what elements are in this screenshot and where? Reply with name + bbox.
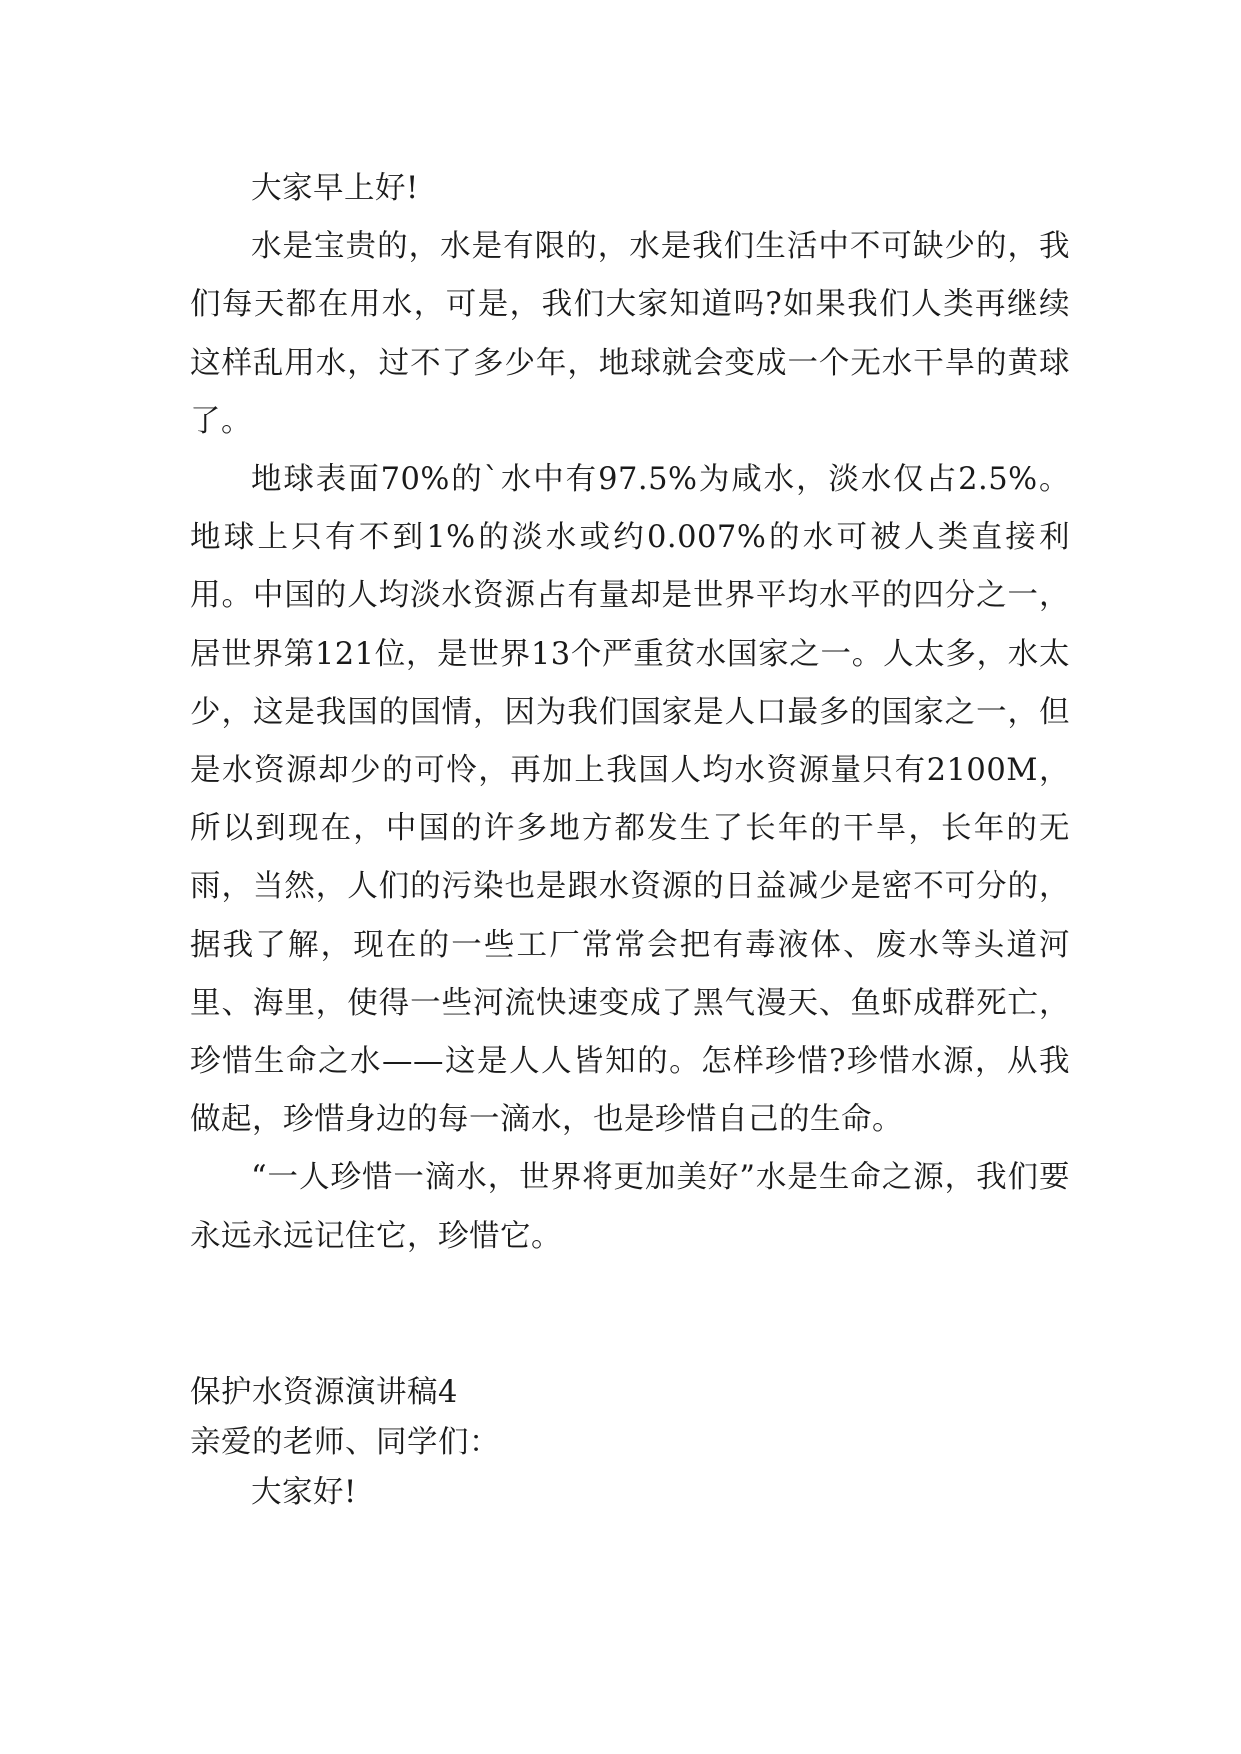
salutation-line: 亲爱的老师、同学们： <box>190 1425 500 1460</box>
body-paragraph: 地球表面70%的`水中有97.5%为咸水，淡水仅占2.5%。地球上只有不到1%的淡水或约0.007%的水可被人类直接利用。中国的人均淡水资源占有量却是世界平均水平的四分之一，居世界第121位，是世界13个严重贫水国家之一。人太多，水太少，这是我国的国情，因为我们国家是人口最多的国家之一，但是水资源却少的可怜，再加上我国人均水资源量只有2100M，所以到现在，中国的许多地方都发生了长年的干旱，长年的无雨，当然，人们的污染也是跟水资源的日益减少是密不可分的，据我了解，现在的一些工厂常常会把有毒液体、废水等头道河里、海里，使得一些河流快速变成了黑气漫天、鱼虾成群死亡，珍惜生命之水——这是人人皆知的。怎样珍惜?珍惜水源，从我做起，珍惜身边的每一滴水，也是珍惜自己的生命。 <box>190 462 1070 1138</box>
speech-body <box>190 160 1070 1266</box>
section-title: 保护水资源演讲稿4 <box>190 1375 458 1410</box>
greeting-line: 大家好! <box>251 1475 357 1510</box>
body-paragraph: 水是宝贵的，水是有限的，水是我们生活中不可缺少的，我们每天都在用水，可是，我们大家知道吗?如果我们人类再继续这样乱用水，过不了多少年，地球就会变成一个无水干旱的黄球了。 <box>190 229 1070 439</box>
body-paragraph: “一人珍惜一滴水，世界将更加美好”水是生命之源，我们要永远永远记住它，珍惜它。 <box>190 1160 1070 1254</box>
greeting-paragraph: 大家早上好! <box>251 171 419 206</box>
next-speech-section <box>190 1368 1070 1518</box>
